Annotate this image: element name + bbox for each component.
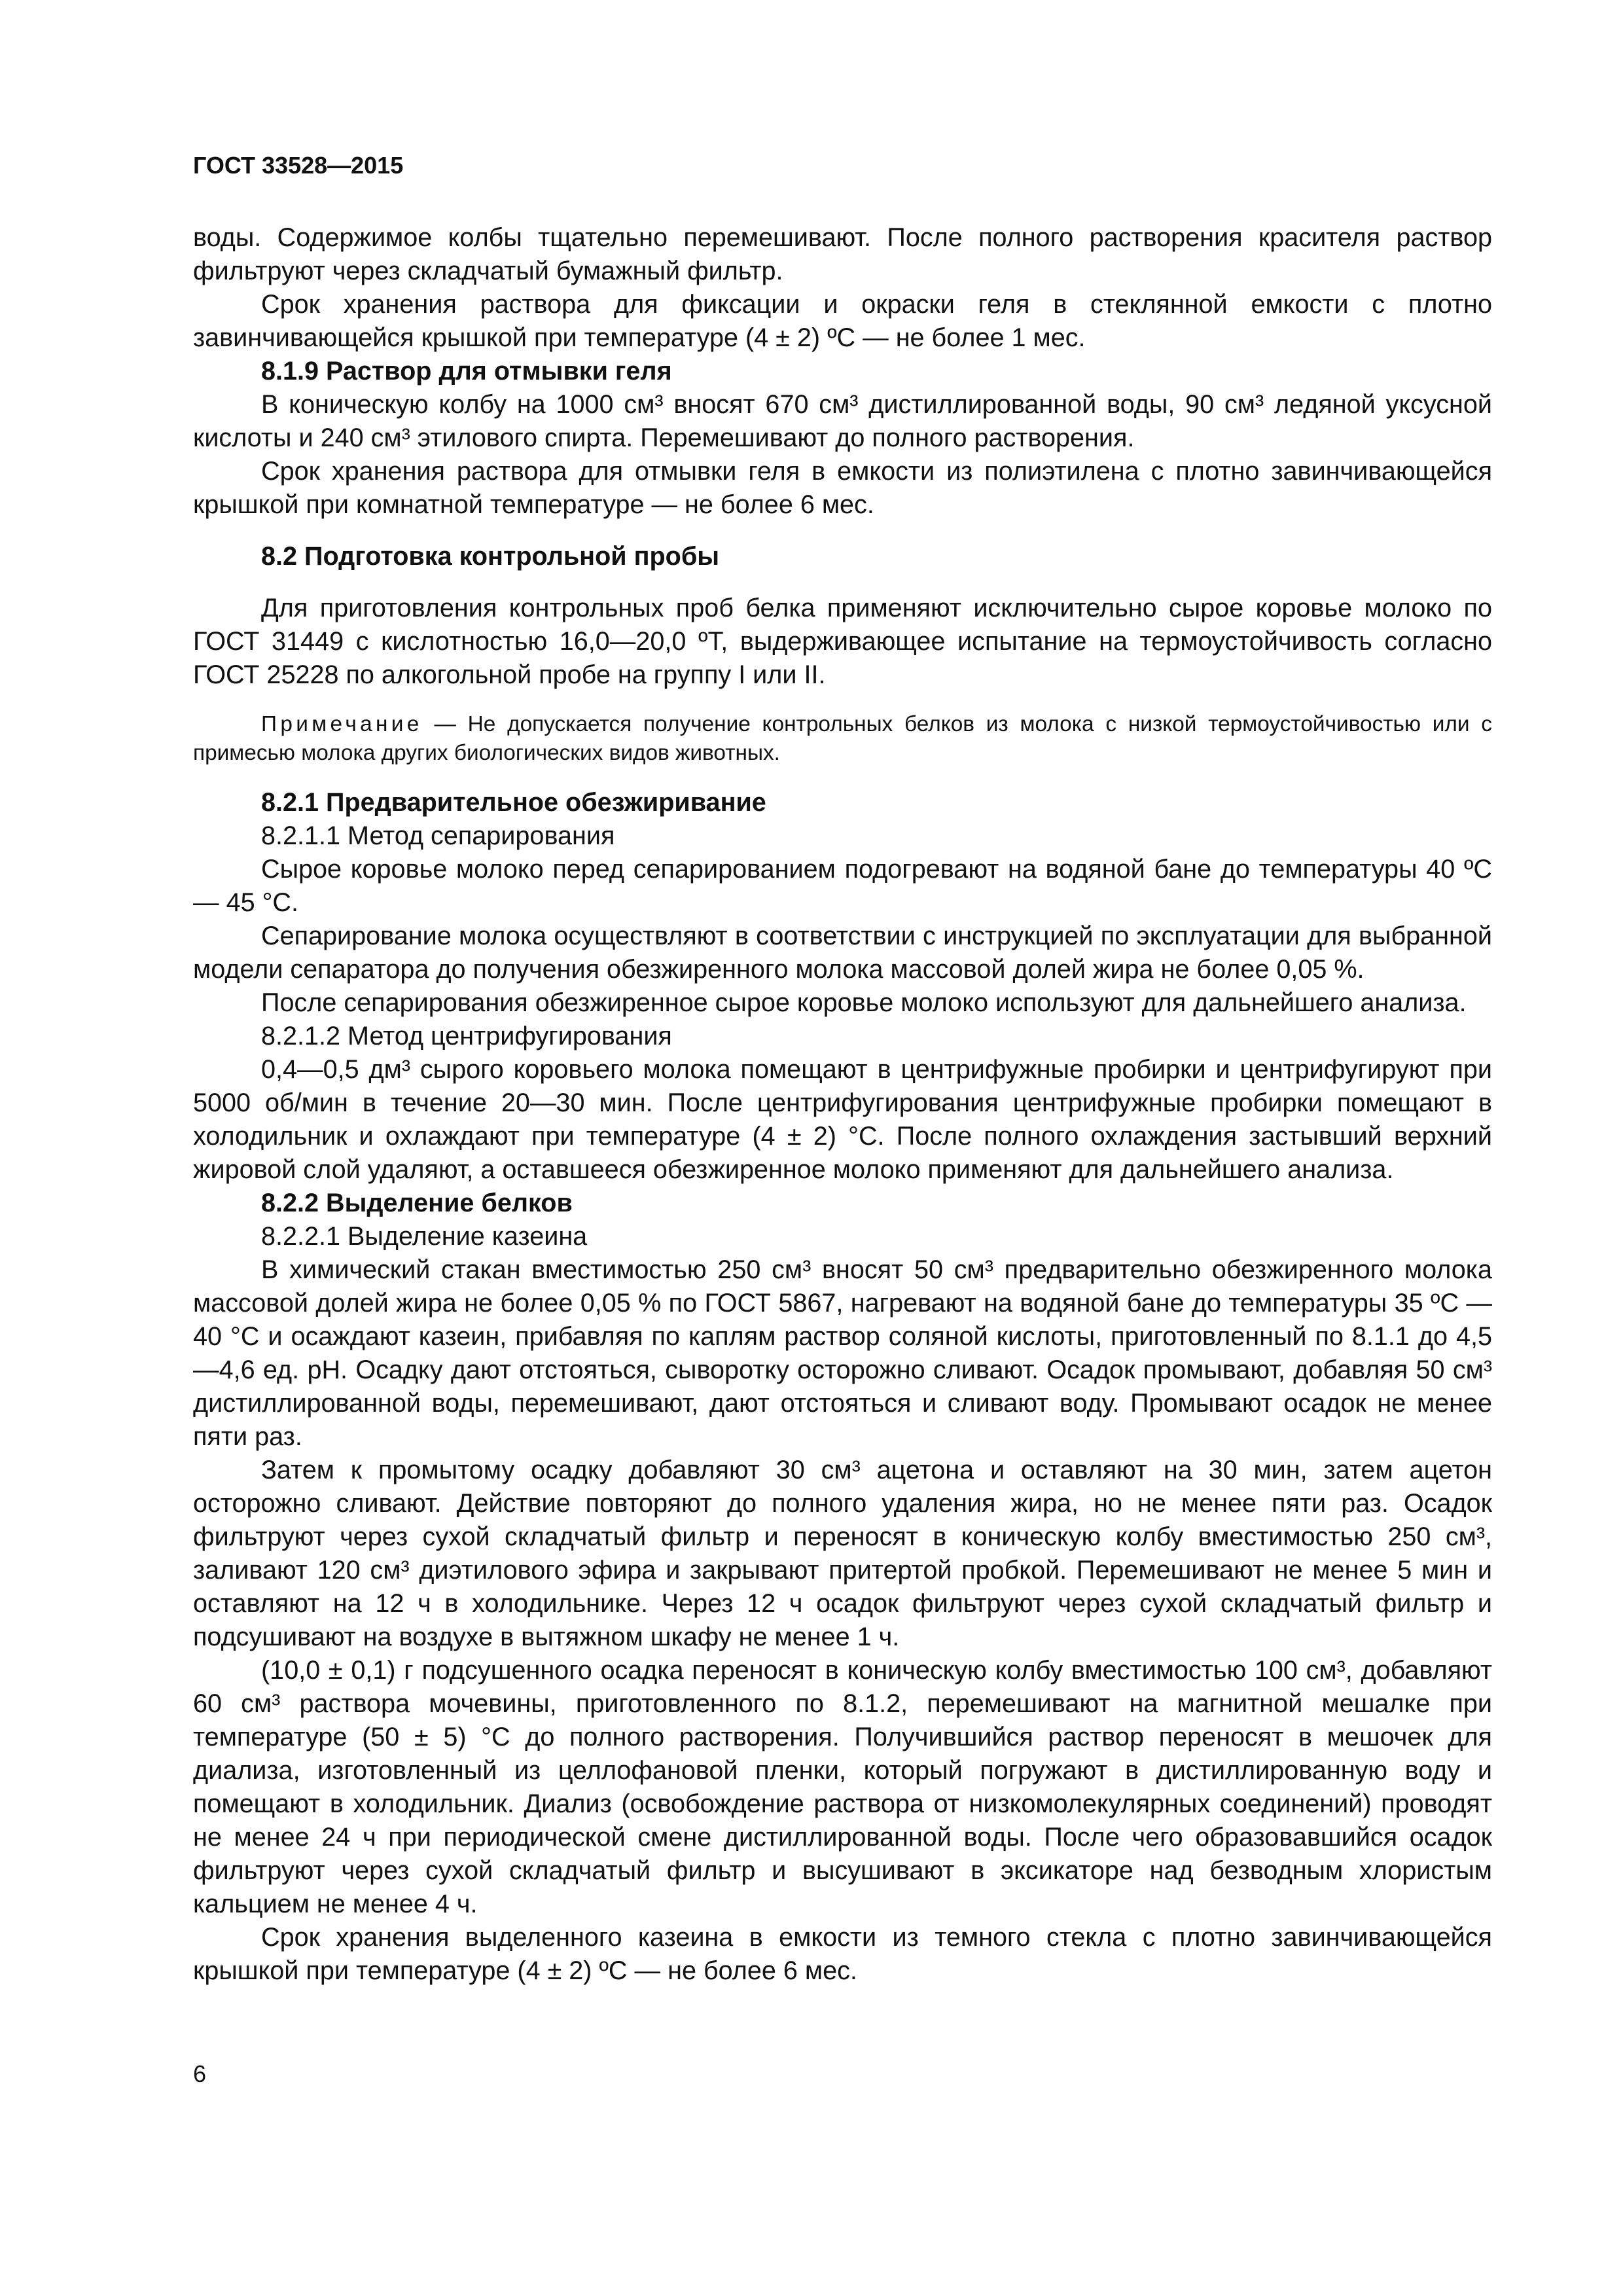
note [193,710,1492,768]
paragraph-centrifugation: 0,4—0,5 дм³ сырого коровьего молока помещают в центрифужные пробирки и центрифугируют при 5000 об/мин в течение 20—30 мин. После центрифугирования центрифужные пробирки помещают в холодильник и охлаждают при температуре (4 ± 2) °С. После полного охлаждения застывший верхний жировой слой удаляют, а оставшееся обезжиренное молоко применяют для дальнейшего анализа. [193,1055,1492,1184]
section-heading-8-1-9: 8.1.9 Раствор для отмывки геля [261,357,672,386]
page-number: 6 [193,2060,207,2087]
paragraph-casein-storage: Срок хранения выделенного казеина в емкости из темного стекла с плотно завинчивающейся крышкой при температуре (4 ± 2) ºС — не более 6 мес. [193,1923,1492,1985]
paragraph-acetone-wash: Затем к промытому осадку добавляют 30 см³ ацетона и оставляют на 30 мин, затем ацетон осторожно сливают. Действие повторяют до полного удаления жира, но не менее пяти раз. Осадок фильтруют через сухой складчатый фильтр и переносят в коническую колбу вместимостью 250 см³, заливают 120 см³ диэтилового эфира и закрывают притертой пробкой. Перемешивают не менее 5 мин и оставляют на 12 ч в холодильнике. Через 12 ч осадок фильтруют через сухой складчатый фильтр и подсушивают на воздухе в вытяжном шкафу не менее 1 ч. [193,1456,1492,1651]
paragraph-control-samples: Для приготовления контрольных проб белка применяют исключительно сырое коровье молоко по ГОСТ 31449 с кислотностью 16,0—20,0 ºТ, выдерживающее испытание на термоустойчивость согласно ГОСТ 25228 по алкогольной пробе на группу I или II. [193,594,1492,689]
subsection-8-2-1-2: 8.2.1.2 Метод центрифугирования [261,1022,672,1050]
paragraph-separation-result: После сепарирования обезжиренное сырое коровье молоко используют для дальнейшего анализа. [261,988,1467,1017]
section-heading-8-2-1: 8.2.1 Предварительное обезжиривание [261,788,766,817]
paragraph-separation-process: Сепарирование молока осуществляют в соответствии с инструкцией по эксплуатации для выбранной модели сепаратора до получения обезжиренного молока массовой долей жира не более 0,05 %. [193,922,1492,984]
document-body [193,221,1492,1988]
paragraph-storage-fixation: Срок хранения раствора для фиксации и окраски геля в стеклянной емкости с плотно завинчивающейся крышкой при температуре (4 ± 2) ºС — не более 1 мес. [193,290,1492,352]
section-heading-8-2-2: 8.2.2 Выделение белков [261,1189,573,1217]
subsection-8-2-2-1: 8.2.2.1 Выделение казеина [261,1222,588,1251]
document-code-header: ГОСТ 33528—2015 [193,152,404,179]
paragraph-continuation: воды. Содержимое колбы тщательно перемешивают. После полного растворения красителя раствор фильтруют через складчатый бумажный фильтр. [193,223,1492,285]
note-label: Примечание [261,712,423,736]
paragraph-dialysis: (10,0 ± 0,1) г подсушенного осадка переносят в коническую колбу вместимостью 100 см³, добавляют 60 см³ раствора мочевины, приготовленного по 8.1.2, перемешивают на магнитной мешалке при температуре (50 ± 5) °С до полного растворения. Получившийся раствор переносят в мешочек для диализа, изготовленный из целлофановой пленки, который погружают в дистиллированную воду и помещают в холодильник. Диализ (освобождение раствора от низкомолекулярных соединений) проводят не менее 24 ч при периодической смене дистиллированной воды. После чего образовавшийся осадок фильтруют через сухой складчатый фильтр и высушивают в эксикаторе над безводным хлористым кальцием не менее 4 ч. [193,1656,1492,1918]
paragraph-wash-solution: В коническую колбу на 1000 см³ вносят 670 см³ дистиллированной воды, 90 см³ ледяной уксусной кислоты и 240 см³ этилового спирта. Перемешивают до полного растворения. [193,390,1492,452]
paragraph-casein-precipitation: В химический стакан вместимостью 250 см³ вносят 50 см³ предварительно обезжиренного молока массовой долей жира не более 0,05 % по ГОСТ 5867, нагревают на водяной бане до температуры 35 ºС — 40 °С и осаждают казеин, прибавляя по каплям раствор соляной кислоты, приготовленный по 8.1.1 до 4,5—4,6 ед. рН. Осадку дают отстояться, сыворотку осторожно сливают. Осадок промывают, добавляя 50 см³ дистиллированной воды, перемешивают, дают отстояться и сливают воду. Промывают осадок не менее пяти раз. [193,1255,1492,1451]
note-text: — Не допускается получение контрольных белков из молока с низкой термоустойчивостью или с примесью молока других биологических видов животных. [193,712,1492,765]
paragraph-separation-heating: Сырое коровье молоко перед сепарированием подогревают на водяной бане до температуры 40 ºС — 45 °С. [193,855,1492,917]
subsection-8-2-1-1: 8.2.1.1 Метод сепарирования [261,821,615,850]
paragraph-wash-storage: Срок хранения раствора для отмывки геля в емкости из полиэтилена с плотно завинчивающейся крышкой при комнатной температуре — не более 6 мес. [193,457,1492,519]
section-heading-8-2: 8.2 Подготовка контрольной пробы [261,542,720,571]
